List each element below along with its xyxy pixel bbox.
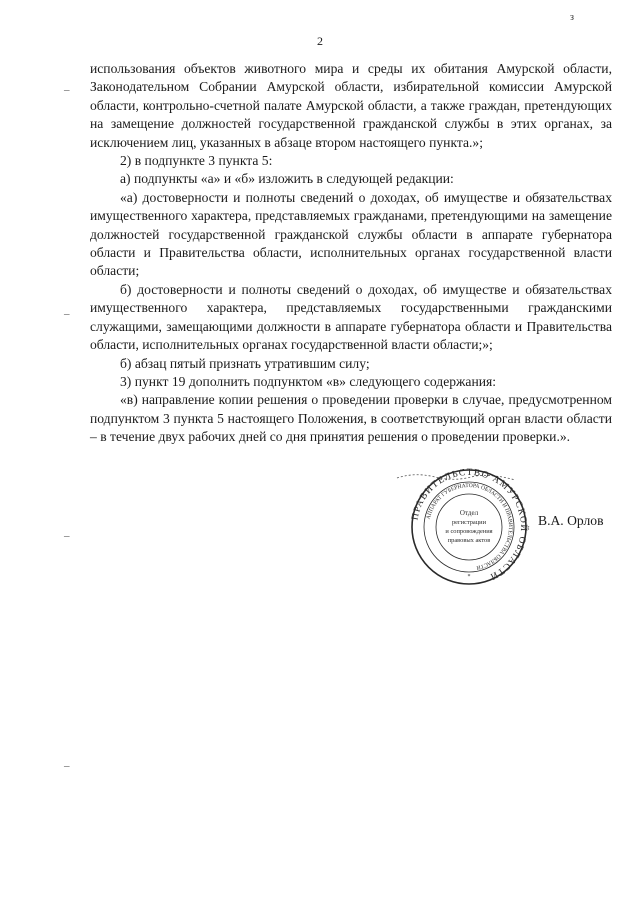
svg-text:регистрации: регистрации bbox=[451, 519, 487, 526]
signatory-name: В.А. Орлов bbox=[538, 513, 604, 528]
paragraph: «в) направление копии решения о проведении проверки в случае, предусмотренном подпунктом 3 пункта 5 настоящего Положения, в соответствующий орган власти области – в течение двух рабочих дней со дня принятия решения о проведении проверки.». bbox=[90, 392, 612, 445]
seal-outer-text: ПРАВИТЕЛЬСТВО АМУРСКОЙ ОБЛАСТИ bbox=[410, 468, 529, 582]
corner-mark: з bbox=[570, 12, 574, 23]
svg-text:Отдел: Отдел bbox=[459, 509, 479, 517]
page-number: 2 bbox=[317, 34, 323, 48]
svg-text:правовых актов: правовых актов bbox=[447, 537, 491, 544]
seal-inner-text: АППАРАТ ГУБЕРНАТОРА ОБЛАСТИ И ПРАВИТЕЛЬСТВА ОБЛАСТИ bbox=[425, 482, 514, 571]
paragraph: б) достоверности и полноты сведений о доходах, об имуществе и обязательствах имущественного характера, представляемых государственными гражданскими служащими, замещающими должности в аппарате губернатора области и Правительства области, исполнительных органах государственной власти области;»; bbox=[90, 281, 612, 353]
official-seal bbox=[396, 468, 542, 586]
paragraph: 3) пункт 19 дополнить подпунктом «в» следующего содержания: bbox=[120, 373, 497, 389]
paragraph: 2) в подпункте 3 пункта 5: bbox=[120, 153, 273, 169]
margin-mark: – bbox=[64, 530, 70, 542]
svg-text:и сопровождения: и сопровождения bbox=[445, 528, 493, 535]
margin-mark: – bbox=[64, 760, 70, 772]
document-body bbox=[90, 60, 612, 447]
margin-mark: – bbox=[64, 308, 70, 320]
margin-mark: – bbox=[64, 84, 70, 96]
paragraph: использования объектов животного мира и среды их обитания Амурской области, Законодательном Собрании Амурской области, избирательной комиссии Амурской области, контрольно-счетной палате Амурской области, а также граждан, претендующих на замещение должностей государственной гражданской службы в этих органах, за исключением лиц, указанных в абзаце втором настоящего пункта.»; bbox=[90, 61, 612, 150]
paragraph: «а) достоверности и полноты сведений о доходах, об имуществе и обязательствах имущественного характера, представляемых гражданами, претендующими на замещение должностей государственной гражданской службы области в аппарате губернатора области и Правительства области, исполнительных органах государственной власти области; bbox=[90, 189, 612, 279]
svg-text:*: * bbox=[467, 574, 471, 580]
paragraph: а) подпункты «а» и «б» изложить в следующей редакции: bbox=[120, 171, 454, 187]
paragraph: б) абзац пятый признать утратившим силу; bbox=[120, 355, 370, 371]
